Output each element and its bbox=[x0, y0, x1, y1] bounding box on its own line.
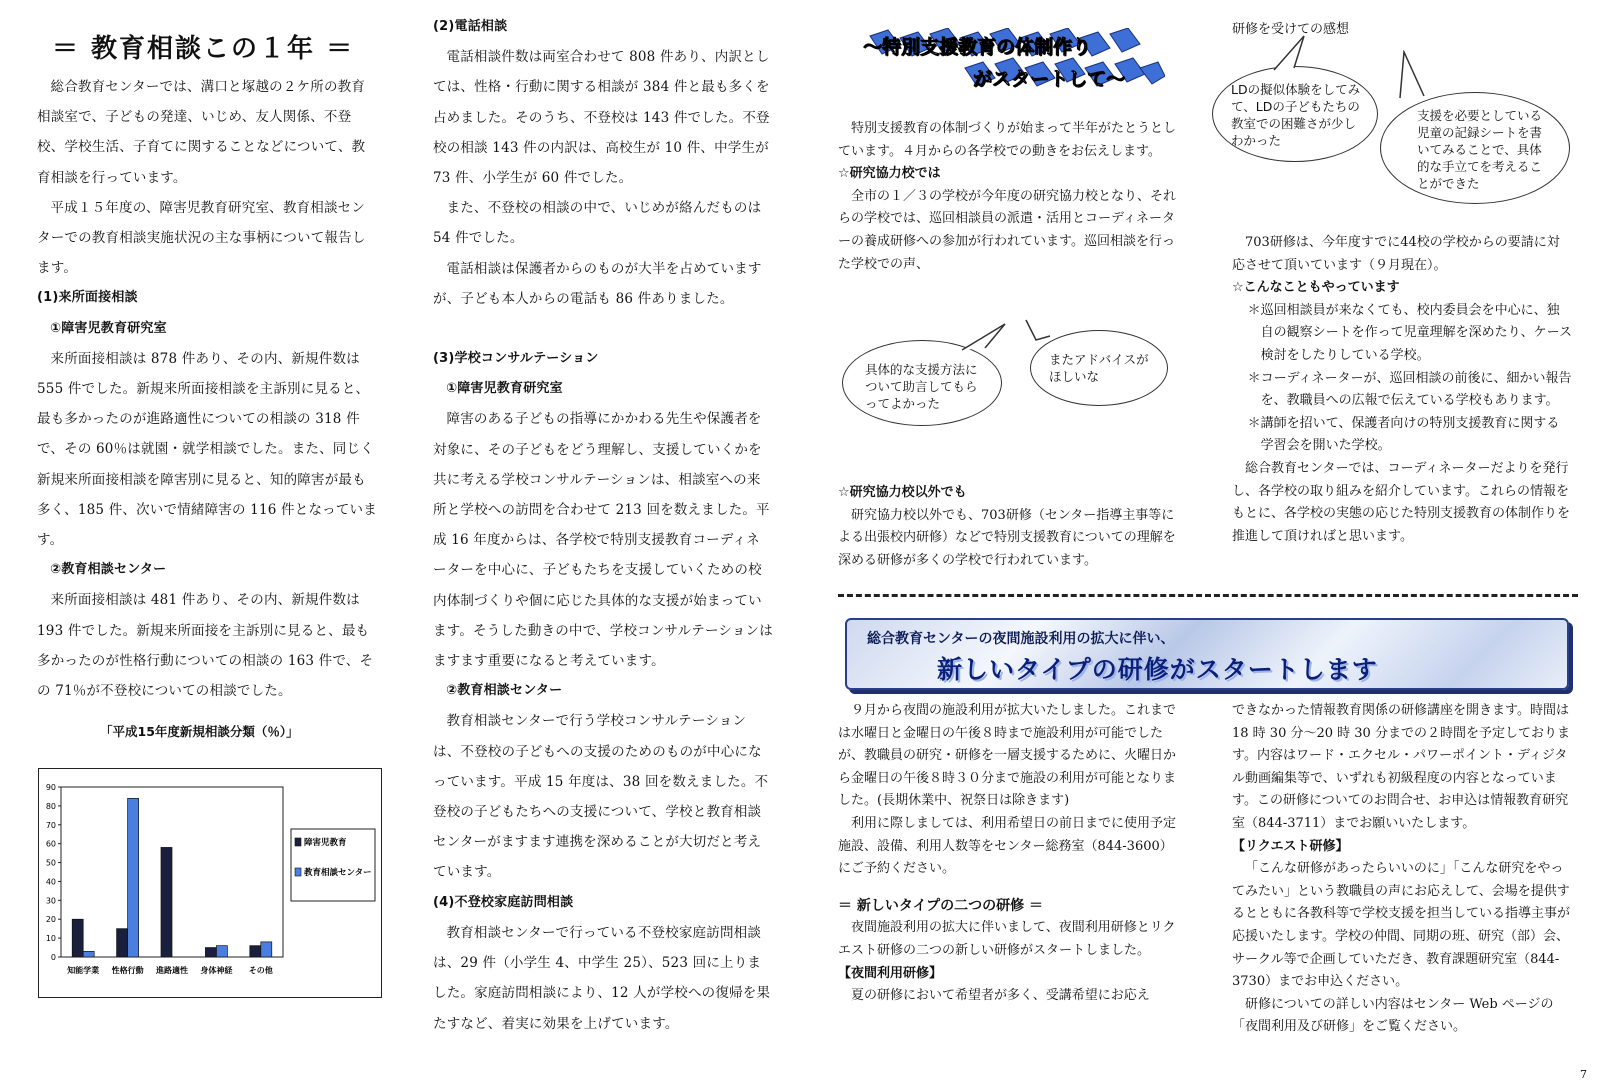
chart-title: 「平成15年度新規相談分類（％）」 bbox=[100, 724, 299, 739]
night-left bbox=[838, 700, 1178, 1008]
column-1 bbox=[37, 72, 377, 706]
night-subheading: 【夜間利用研修】 bbox=[838, 965, 943, 981]
impressions-subheading: ☆こんなこともやっています bbox=[1232, 280, 1400, 296]
special-intro bbox=[838, 118, 1178, 276]
y-tick-label: 40 bbox=[45, 877, 56, 887]
spacer bbox=[433, 314, 773, 344]
impressions-heading: 研修を受けての感想 bbox=[1232, 22, 1350, 37]
y-tick-label: 90 bbox=[45, 783, 56, 792]
chart-bar bbox=[261, 942, 272, 957]
dashed-separator bbox=[838, 594, 1578, 597]
special-paragraph: 特別支援教育の体制づくりが始まって半年がたとうとしています。４月からの各学校での動きをお伝えします。 bbox=[838, 121, 1177, 159]
bullet-item: ＊コーディネーターが、巡回相談の前後に、細かい報告を、教職員への広報で伝えている学校もあります。 bbox=[1247, 370, 1572, 409]
col2-paragraph: 教育相談センターで行う学校コンサルテーションは、不登校の子どもへの支援のためのものが中心になっています。平成 15 年度は、38 回を数えました。不登校の子どもたちへの支援について、学校と教育相談センターがますます連携を深めることが大切だと考えています。 bbox=[433, 713, 769, 881]
subsection-heading: ②教育相談センター bbox=[50, 562, 167, 578]
section-heading: (4)不登校家庭訪問相談 bbox=[433, 894, 574, 910]
y-tick-label: 30 bbox=[45, 896, 56, 906]
bubble-tail bbox=[1394, 50, 1434, 100]
bubble-text: 具体的な支援方法について助言してもらってよかった bbox=[865, 362, 978, 411]
col2-paragraph: また、不登校の相談の中で、いじめが絡んだものは 54 件でした。 bbox=[433, 200, 762, 247]
night-paragraph: 利用に際しましては、利用希望日の前日までに使用予定施設、設備、利用人数等をセンター総務室（844-3600）にご予約ください。 bbox=[838, 815, 1177, 877]
bubble-text: 支援を必要としている児童の記録シートを書いてみることで、具体的な手立てを考えることができた bbox=[1417, 108, 1543, 191]
chart-bar bbox=[83, 951, 94, 957]
col1-paragraph: 平成１５年度の、障害児教育研究室、教育相談センターでの教育相談実施状況の主な事柄について報告します。 bbox=[37, 199, 366, 277]
night-training-banner bbox=[845, 618, 1569, 690]
x-tick-label: 知能学業 bbox=[67, 966, 100, 975]
y-tick-label: 70 bbox=[45, 820, 56, 830]
y-tick-label: 60 bbox=[45, 839, 56, 849]
page-number: 7 bbox=[1580, 1068, 1587, 1081]
col1-paragraph: 総合教育センターでは、溝口と塚越の２ケ所の教育相談室で、子どもの発達、いじめ、友人関係、不登校、学校生活、子育てに関することなどについて、教育相談を行っています。 bbox=[37, 79, 366, 186]
impressions-paragraph: 703研修は、今年度すでに44校の学校からの要請に対応させて頂いています（９月現在）。 bbox=[1232, 235, 1560, 273]
column-2 bbox=[433, 12, 773, 1039]
col1-paragraph: 来所面接相談は 878 件あり、その内、新規件数は 555 件でした。新規来所面接相談を主訴別に見ると、最も多かったのが進路適性についての相談の 318 件で、その 60％は就園・就学相談でした。また、同じく新規来所面接相談を障害別に見ると、知的障害が最も多く、185 件、次いで情緒障害の 116 件となっています。 bbox=[37, 350, 377, 549]
y-tick-label: 80 bbox=[45, 801, 56, 811]
subsection-heading: ②教育相談センター bbox=[446, 683, 563, 699]
x-tick-label: 身体神経 bbox=[200, 966, 233, 975]
special-heading: ☆研究協力校以外でも bbox=[838, 485, 967, 500]
night-paragraph: 「こんな研修があったらいいのに」「こんな研究をやってみたい」という教職員の声にお応えして、会場を提供するとともに各教科等で学校支援を担当している指導主事が応援いたします。学校の仲間、同期の班、研究（部）会、サークル等で企画していただき、教育課題研究室（844-3730）までお申込ください。 bbox=[1232, 861, 1571, 990]
banner-line1: 総合教育センターの夜間施設利用の拡大に伴い、 bbox=[867, 631, 1175, 647]
subsection-heading: ①障害児教育研究室 bbox=[446, 381, 563, 397]
impressions-body bbox=[1232, 232, 1572, 548]
section-heading: (3)学校コンサルテーション bbox=[433, 351, 599, 367]
bubble-tail bbox=[960, 322, 1010, 352]
speech-bubble bbox=[842, 340, 1002, 426]
chart-bar bbox=[216, 946, 227, 957]
x-tick-label: その他 bbox=[248, 966, 273, 975]
bullet-item: ＊講師を招いて、保護者向けの特別支援教育に関する学習会を開いた学校。 bbox=[1247, 415, 1560, 454]
chart-bar bbox=[72, 919, 83, 957]
special-title-line2: がスタートして～ bbox=[973, 68, 1126, 90]
special-other bbox=[838, 482, 1178, 572]
col2-paragraph: 教育相談センターで行っている不登校家庭訪問相談は、29 件（小学生 4、中学生 25）、523 回に上りました。家庭訪問相談により、12 人が学校への復帰を果たすなど、着実に効果を上げています。 bbox=[433, 924, 771, 1032]
bubble-tail bbox=[1022, 318, 1052, 348]
special-paragraph: 研究協力校以外でも、703研修（センター指導主事等による出張校内研修）などで特別支援教育についての理解を深める研修が多くの学校で行われています。 bbox=[838, 507, 1176, 568]
night-right bbox=[1232, 700, 1572, 1039]
col2-paragraph: 電話相談は保護者からのものが大半を占めていますが、子ども本人からの電話も 86 件ありました。 bbox=[433, 260, 762, 307]
night-paragraph: できなかった情報教育関係の研修講座を開きます。時間は 18 時 30 分～20 時 30 分までの２時間を予定しております。内容はワード・エクセル・パワーポイント・ディジタル動画編集等で、いずれも初級程度の内容となっています。この研修についてのお問合せ、お申込は情報教育研究室（844-3711）までお願いいたします。 bbox=[1232, 703, 1570, 831]
speech-bubble bbox=[1380, 92, 1570, 204]
chart-bar bbox=[161, 847, 172, 957]
chart-bar bbox=[205, 948, 216, 957]
special-support-title bbox=[855, 28, 1165, 98]
x-tick-label: 性格行動 bbox=[111, 966, 144, 975]
subsection-heading: ①障害児教育研究室 bbox=[50, 320, 167, 336]
col2-paragraph: 障害のある子どもの指導にかかわる先生や保護者を対象に、その子どもをどう理解し、支援していくかを共に考える学校コンサルテーションは、相談室への来所と学校への訪問を合わせて 213 回を数えました。平成 16 年度からは、各学校で特別支援教育コーディネーターを中心に、子どもたちを支援していくための校内体制づくりや個に応じた具体的な支援が始まっています。そうした動きの中で、学校コンサルテーションはますます重要になると考えています。 bbox=[433, 411, 773, 670]
speech-bubble bbox=[1212, 66, 1378, 162]
col2-paragraph: 電話相談件数は両室合わせて 808 件あり、内訳としては、性格・行動に関する相談が 384 件と最も多くを占めました。そのうち、不登校は 143 件でした。不登校の相談 143 件の内訳は、高校生が 10 件、中学生が 73 件、小学生が 60 件でした。 bbox=[433, 49, 770, 187]
x-tick-label: 進路適性 bbox=[156, 966, 188, 975]
legend-swatch bbox=[295, 868, 301, 876]
section-heading: (2)電話相談 bbox=[433, 19, 508, 34]
main-title: ＝ 教育相談この１年 ＝ bbox=[52, 34, 355, 64]
section-heading: (1)来所面接相談 bbox=[37, 290, 138, 306]
y-tick-label: 20 bbox=[45, 915, 56, 925]
impressions-paragraph: 総合教育センターでは、コーディネーターだよりを発行し、各学校の取り組みを紹介しています。これらの情報をもとに、各学校の実態の応じた特別支援教育の体制作りを推進して頂ければと思います。 bbox=[1232, 460, 1571, 544]
bullet-item: ＊巡回相談員が来なくても、校内委員会を中心に、独自の観察シートを作って児童理解を深めたり、ケース検討をしたりしている学校。 bbox=[1247, 302, 1572, 363]
night-paragraph: 研修についての詳しい内容はセンター Web ページの「夜間利用及び研修」をご覧ください。 bbox=[1232, 996, 1554, 1035]
y-tick-label: 50 bbox=[45, 858, 56, 868]
bubble-text: LDの擬似体験をしてみて、LDの子どもたちの教室での困難さが少しわかった bbox=[1231, 82, 1361, 148]
banner-line2: 新しいタイプの研修がスタートします bbox=[937, 655, 1378, 684]
chart-bar bbox=[117, 929, 128, 957]
legend-label: 障害児教育 bbox=[304, 838, 347, 848]
special-paragraph: 全市の１／３の学校が今年度の研究協力校となり、それらの学校では、巡回相談員の派遣・活用とコーディネーターの養成研修への参加が行われています。巡回相談を行った学校での声、 bbox=[838, 188, 1177, 272]
special-heading: ☆研究協力校では bbox=[838, 166, 941, 182]
bubble-tail bbox=[1270, 34, 1310, 74]
bar-chart bbox=[38, 768, 382, 998]
night-paragraph: 夜間施設利用の拡大に伴いまして、夜間利用研修とリクエスト研修の二つの新しい研修がスタートしました。 bbox=[838, 920, 1176, 958]
chart-bar bbox=[250, 946, 261, 957]
special-title-line1: ～特別支援教育の体制作り bbox=[863, 36, 1092, 58]
chart-svg bbox=[39, 769, 383, 999]
legend-label: 教育相談センター bbox=[304, 868, 372, 878]
legend-swatch bbox=[295, 838, 301, 846]
night-heading: ＝ 新しいタイプの二つの研修 ＝ bbox=[838, 897, 1044, 914]
bubble-text: またアドバイスがほしいな bbox=[1049, 352, 1149, 384]
col1-paragraph: 来所面接相談は 481 件あり、その内、新規件数は 193 件でした。新規来所面接を主訴別に見ると、最も多かったのが性格行動についての相談の 163 件で、その 71％が不登校についての相談でした。 bbox=[37, 592, 374, 700]
night-paragraph: 夏の研修において希望者が多く、受講希望にお応え bbox=[851, 988, 1150, 1004]
y-tick-label: 0 bbox=[50, 953, 56, 962]
chart-bar bbox=[128, 798, 139, 957]
spacer bbox=[838, 881, 1178, 895]
y-tick-label: 10 bbox=[45, 934, 56, 944]
night-paragraph: ９月から夜間の施設利用が拡大いたしました。これまでは水曜日と金曜日の午後８時まで施設利用が可能でしたが、教職員の研究・研修を一層支援するために、火曜日から金曜日の午後８時３０分まで施設の利用が可能となりました。(長期休業中、祝祭日は除きます) bbox=[838, 703, 1177, 809]
night-subheading: 【リクエスト研修】 bbox=[1232, 838, 1349, 854]
